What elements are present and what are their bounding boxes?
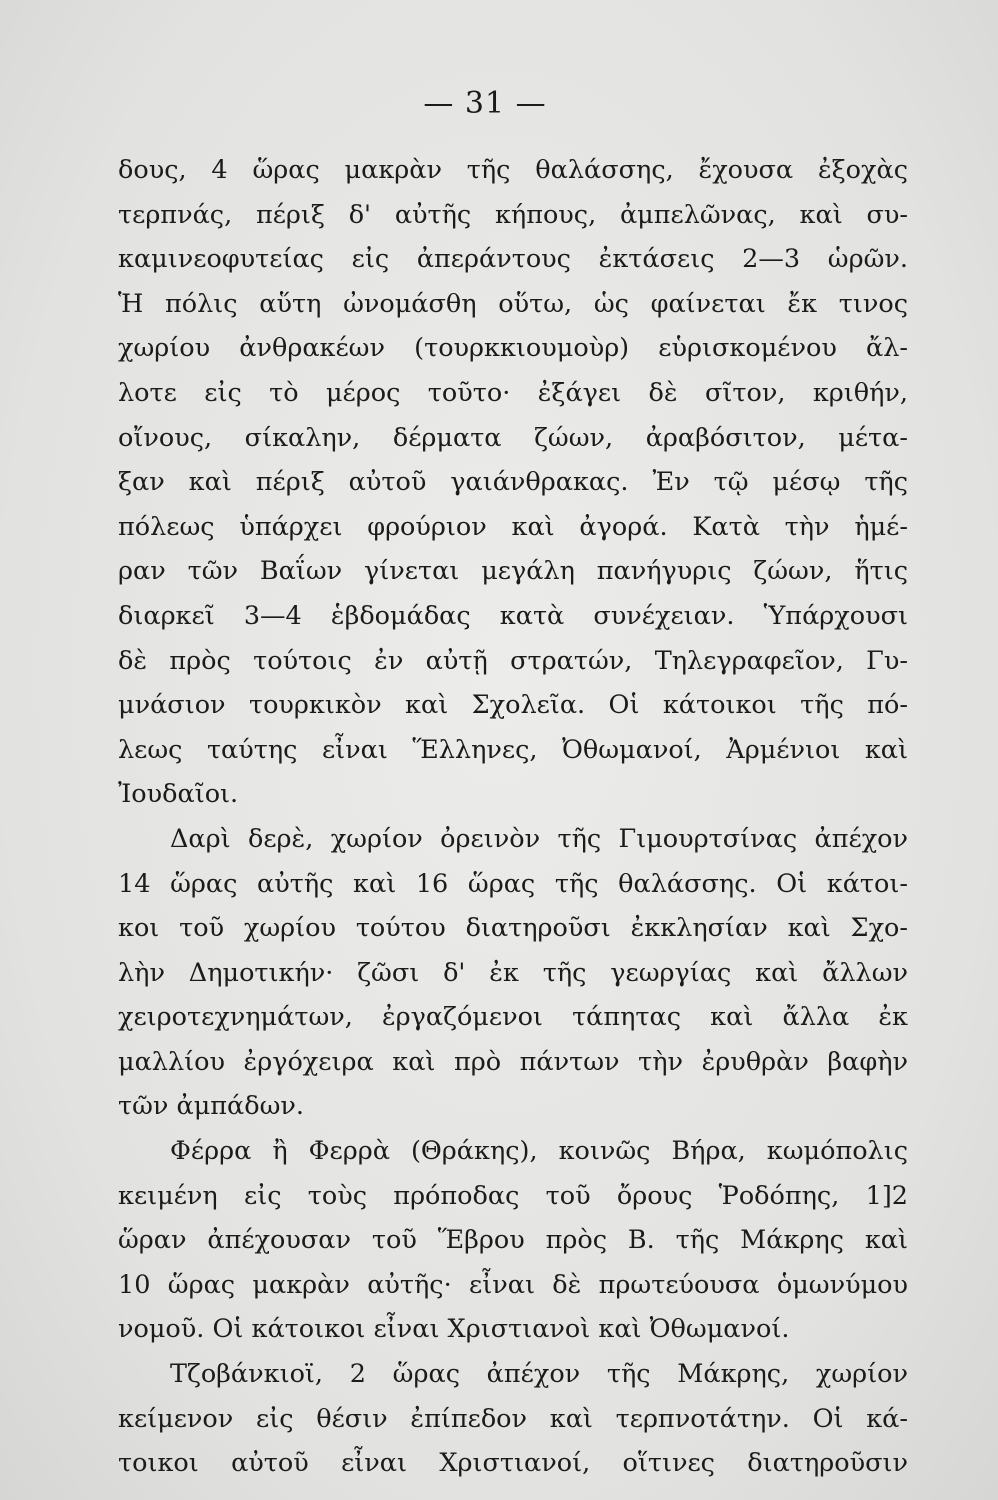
- text-line: Τζοβάνκιοϊ, 2 ὥρας ἀπέχον τῆς Μάκρης, χωρίον: [170, 1359, 908, 1390]
- text-line: τῶν ἀμπάδων.: [118, 1091, 305, 1122]
- text-line: κειμένη εἰς τοὺς πρόποδας τοῦ ὄρους Ῥοδόπης, 1]2: [118, 1180, 908, 1211]
- text-line: τοικοι αὐτοῦ εἶναι Χριστιανοί, οἵτινες διατηροῦσιν: [118, 1448, 908, 1479]
- text-line: πόλεως ὑπάρχει φρούριον καὶ ἀγορά. Κατὰ τὴν ἡμέ-: [118, 511, 908, 542]
- text-line: μαλλίου ἐργόχειρα καὶ πρὸ πάντων τὴν ἐρυθρὰν βαφὴν: [118, 1046, 908, 1077]
- text-line: 14 ὥρας αὐτῆς καὶ 16 ὥρας τῆς θαλάσσης. Οἱ κάτοι-: [118, 868, 908, 899]
- text-line: Ἡ πόλις αὕτη ὠνομάσθη οὕτω, ὡς φαίνεται ἔκ τινος: [118, 288, 908, 319]
- text-line: νομοῦ. Οἱ κάτοικοι εἶναι Χριστιανοὶ καὶ Ὀθωμανοί.: [118, 1314, 790, 1345]
- text-line: τερπνάς, πέριξ δ' αὐτῆς κήπους, ἀμπελῶνας, καὶ συ-: [118, 199, 908, 230]
- text-line: δὲ πρὸς τούτοις ἐν αὐτῇ στρατών, Τηλεγραφεῖον, Γυ-: [118, 645, 908, 676]
- text-line: χωρίου ἀνθρακέων (τουρκκιουμοὺρ) εὑρισκομένου ἄλ-: [118, 333, 908, 364]
- body-text: [118, 148, 908, 1486]
- text-line: χειροτεχνημάτων, ἐργαζόμενοι τάπητας καὶ ἄλλα ἐκ: [118, 1002, 908, 1033]
- text-line: μνάσιον τουρκικὸν καὶ Σχολεῖα. Οἱ κάτοικοι τῆς πό-: [118, 690, 908, 721]
- text-line: διαρκεῖ 3—4 ἑβδομάδας κατὰ συνέχειαν. Ὑπάρχουσι: [118, 600, 908, 631]
- text-line: Ἰουδαῖοι.: [118, 779, 239, 810]
- text-line: δους, 4 ὥρας μακρὰν τῆς θαλάσσης, ἔχουσα ἐξοχὰς: [118, 155, 908, 185]
- text-line: κοι τοῦ χωρίου τούτου διατηροῦσι ἐκκλησίαν καὶ Σχο-: [118, 913, 908, 944]
- text-line: οἴνους, σίκαλην, δέρματα ζώων, ἀραβόσιτον, μέτα-: [118, 422, 908, 453]
- text-line: λὴν Δημοτικήν· ζῶσι δ' ἐκ τῆς γεωργίας καὶ ἄλλων: [118, 957, 908, 988]
- text-line: 10 ὥρας μακρὰν αὐτῆς· εἶναι δὲ πρωτεύουσα ὁμωνύμου: [118, 1269, 908, 1300]
- text-line: Φέρρα ἢ Φερρὰ (Θράκης), κοινῶς Βήρα, κωμόπολις: [170, 1136, 908, 1167]
- text-line: Δαρὶ δερὲ, χωρίον ὀρεινὸν τῆς Γιμουρτσίνας ἀπέχον: [170, 823, 908, 854]
- text-line: λεως ταύτης εἶναι Ἕλληνες, Ὀθωμανοί, Ἀρμένιοι καὶ: [118, 734, 908, 765]
- text-line: ραν τῶν Βαΐων γίνεται μεγάλη πανήγυρις ζώων, ἥτις: [118, 556, 908, 587]
- text-line: ξαν καὶ πέριξ αὐτοῦ γαιάνθρακας. Ἐν τῷ μέσῳ τῆς: [118, 467, 908, 498]
- text-line: καμινεοφυτείας εἰς ἀπεράντους ἐκτάσεις 2—3 ὡρῶν.: [118, 244, 908, 275]
- text-line: κείμενον εἰς θέσιν ἐπίπεδον καὶ τερπνοτάτην. Οἱ κά-: [118, 1403, 908, 1434]
- page-number: — 31 —: [423, 86, 547, 121]
- text-line: λοτε εἰς τὸ μέρος τοῦτο· ἐξάγει δὲ σῖτον, κριθήν,: [118, 377, 908, 408]
- text-line: ὥραν ἀπέχουσαν τοῦ Ἕβρου πρὸς Β. τῆς Μάκρης καὶ: [118, 1225, 908, 1256]
